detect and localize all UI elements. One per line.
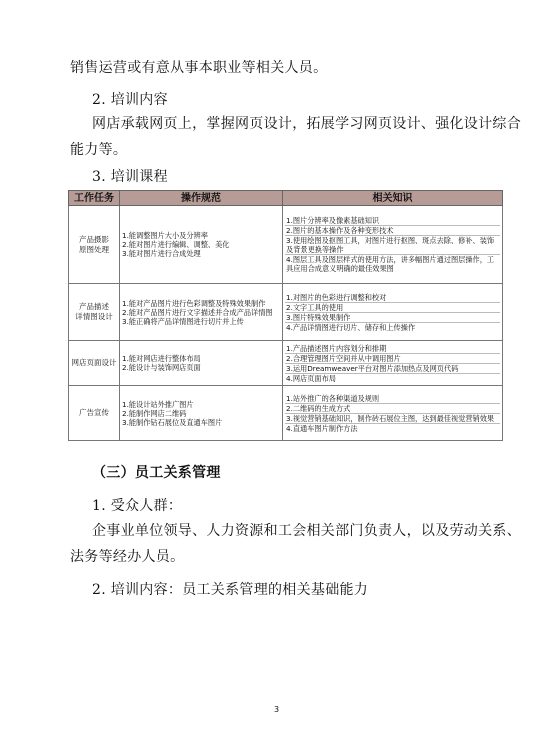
knowledge-item: 3.图片特殊效果制作 — [285, 313, 500, 323]
knowledge-item: 3.视觉营销基础知识，制作砖石展位主图，达到最佳视觉营销效果 — [285, 414, 500, 424]
training-content-line2: 能力等。 — [70, 142, 128, 158]
ops-item: 2.能对图片进行编辑、调整、美化 — [122, 240, 230, 249]
knowledge-item: 1.图片分辨率及像素基础知识 — [285, 216, 500, 226]
knowledge-item: 1.站外推广的各种渠道及规则 — [285, 394, 500, 404]
knowledge-item: 2.合理管理图片空间并从中调用图片 — [285, 354, 500, 364]
task-cell — [69, 386, 120, 441]
ops-item: 3.能制作钻石展位及直通车图片 — [122, 417, 223, 427]
ops-item: 2.能制作网店二维码 — [122, 408, 187, 418]
knowledge-item: 1.产品描述图片内容划分和排期 — [285, 344, 500, 354]
header-task: 工作任务 — [69, 191, 120, 206]
header-knowledge: 相关知识 — [283, 191, 503, 206]
ops-item: 3.能对图片进行合成处理 — [122, 249, 201, 258]
audience-line2: 法务等经办人员。 — [70, 549, 185, 565]
section-heading-employee-relations: （三）员工关系管理 — [92, 465, 221, 481]
ops-cell — [120, 386, 283, 441]
knowledge-cell — [283, 284, 503, 341]
knowledge-cell — [283, 206, 503, 284]
knowledge-item: 1.对图片的色彩进行调整和校对 — [285, 293, 500, 303]
knowledge-item: 4.网店页面布局 — [286, 373, 336, 383]
task-text: 原图处理 — [79, 244, 109, 254]
knowledge-item: 4.产品详情图进行切片、储存和上传操作 — [286, 322, 416, 332]
ops-item: 2.能设计与装饰网店页面 — [122, 363, 201, 372]
task-cell — [69, 341, 120, 386]
ops-item: 1.能对网店进行整体布局 — [122, 354, 201, 363]
table-row — [69, 386, 503, 441]
training-content-label: 2. 培训内容：员工关系管理的相关基础能力 — [92, 582, 369, 598]
training-course-heading: 3. 培训课程 — [92, 169, 168, 185]
page-number: 3 — [274, 705, 280, 714]
ops-cell — [120, 206, 283, 284]
ops-item: 1.能对产品图片进行色彩调整及特殊效果制作 — [122, 298, 266, 308]
header-ops: 操作规范 — [120, 191, 283, 206]
task-text: 详情图设计 — [75, 312, 113, 321]
knowledge-item: 4.图层工具及图层样式的使用方法，讲多幅图片通过图层操作，工具应用合成意义明确的最佳效果图 — [286, 255, 495, 273]
knowledge-item: 4.直通车图片制作方法 — [286, 423, 358, 433]
ops-cell — [120, 284, 283, 341]
ops-item: 2.能对产品图片进行文字描述并合成产品详情图 — [122, 307, 273, 317]
audience-label: 1. 受众人群： — [92, 498, 183, 514]
task-text: 产品摄影 — [79, 234, 109, 244]
knowledge-item: 2.二维码的生成方式 — [285, 404, 500, 414]
ops-item: 1.能调整图片大小及分辨率 — [122, 231, 208, 240]
table-row — [69, 341, 503, 386]
task-text: 广告宣传 — [79, 408, 109, 417]
knowledge-item: 2.图片的基本操作及各种变形技术 — [285, 226, 500, 236]
knowledge-cell — [283, 341, 503, 386]
task-cell — [69, 284, 120, 341]
table-row — [69, 284, 503, 341]
task-cell — [69, 206, 120, 284]
ops-item: 1.能设计站外推广图片 — [122, 399, 194, 409]
knowledge-cell — [283, 386, 503, 441]
task-text: 产品描述 — [79, 302, 109, 311]
table-row — [69, 206, 503, 284]
knowledge-item: 3.使用绘图及抠图工具，对图片进行抠图、斑点去除、修补、装饰及背景更换等操作 — [285, 236, 500, 255]
course-table — [68, 190, 503, 441]
training-content-heading: 2. 培训内容 — [92, 92, 168, 108]
audience-line1: 企事业单位领导、人力资源和工会相关部门负责人，以及劳动关系、 — [92, 523, 521, 539]
ops-item: 3.能正确将产品详情图进行切片并上传 — [122, 316, 244, 326]
table-header-row — [69, 191, 503, 206]
knowledge-item: 3.运用Dreamweaver平台对图片添加热点及网页代码 — [285, 364, 500, 374]
intro-tail-text: 销售运营或有意从事本职业等相关人员。 — [70, 60, 328, 76]
training-content-line1: 网店承载网页上，掌握网页设计，拓展学习网页设计、强化设计综合 — [92, 116, 521, 132]
ops-cell — [120, 341, 283, 386]
task-text: 网店页面设计 — [71, 358, 117, 367]
knowledge-item: 2.文字工具的使用 — [285, 303, 500, 313]
